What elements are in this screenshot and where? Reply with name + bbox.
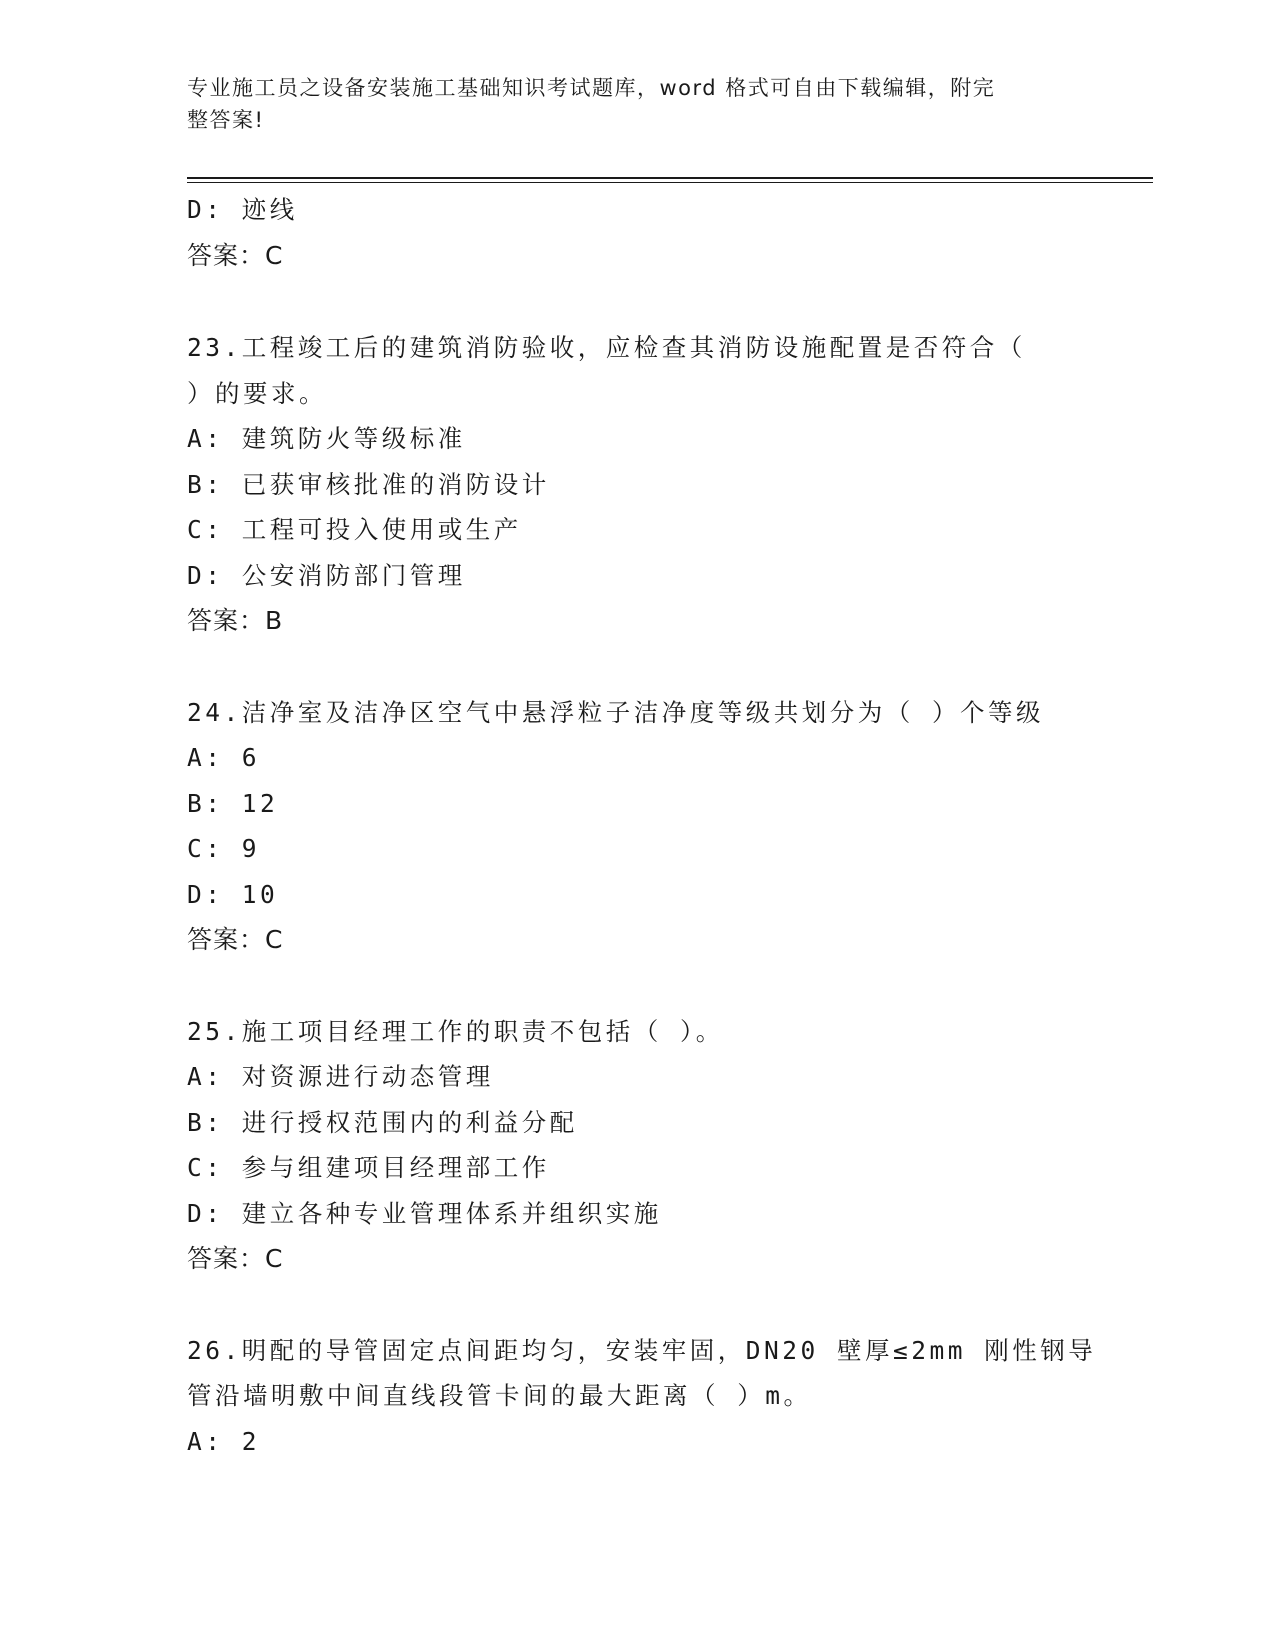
option-d: D: 公安消防部门管理 (187, 560, 466, 590)
answer: 答案：C (187, 1244, 284, 1273)
spacer (187, 963, 1087, 1009)
option-a: A: 对资源进行动态管理 (187, 1062, 494, 1091)
answer: 答案：B (187, 606, 284, 635)
option-b: B: 进行授权范围内的利益分配 (187, 1107, 578, 1137)
option-c: C: 工程可投入使用或生产 (187, 515, 522, 544)
question-stem-cont: ）的要求。 (187, 378, 327, 408)
option-b: B: 已获审核批准的消防设计 (187, 469, 550, 499)
option-d: D: 10 (187, 879, 279, 909)
page-header (187, 72, 1067, 136)
option-d: D: 建立各种专业管理体系并组织实施 (187, 1198, 662, 1228)
option-c: C: 参与组建项目经理部工作 (187, 1153, 550, 1182)
question-stem-cont: 管沿墙明敷中间直线段管卡间的最大距离（ ）m。 (187, 1381, 812, 1410)
header-rule-thin (187, 182, 1153, 183)
header-rule-thick (187, 177, 1153, 179)
question-26 (187, 1328, 1097, 1465)
option-b: B: 12 (187, 788, 279, 818)
question-stem: 25.施工项目经理工作的职责不包括（ ）。 (187, 1016, 724, 1046)
question-stem: 23.工程竣工后的建筑消防验收，应检查其消防设施配置是否符合（ (187, 333, 1026, 362)
prev-answer: 答案：C (187, 240, 284, 270)
spacer (187, 644, 1087, 690)
question-stem: 24.洁净室及洁净区空气中悬浮粒子洁净度等级共划分为（ ）个等级 (187, 697, 1044, 727)
spacer (187, 278, 1087, 325)
option-c: C: 9 (187, 834, 261, 863)
option-a: A: 6 (187, 743, 261, 772)
question-25 (187, 1009, 1087, 1282)
header-line-1: 专业施工员之设备安装施工基础知识考试题库，word 格式可自由下载编辑，附完 (187, 76, 996, 100)
question-stem: 26.明配的导管固定点间距均匀，安装牢固，DN20 壁厚≤2mm 刚性钢导 (187, 1335, 1097, 1365)
answer: 答案：C (187, 925, 284, 954)
option-a: A: 2 (187, 1426, 261, 1456)
question-list (187, 187, 1097, 1464)
question-23 (187, 325, 1087, 644)
spacer (187, 1282, 1087, 1328)
option-a: A: 建筑防火等级标准 (187, 424, 466, 453)
question-24 (187, 690, 1087, 963)
prev-option-d: D: 迹线 (187, 195, 298, 224)
header-line-2: 整答案! (187, 108, 265, 132)
